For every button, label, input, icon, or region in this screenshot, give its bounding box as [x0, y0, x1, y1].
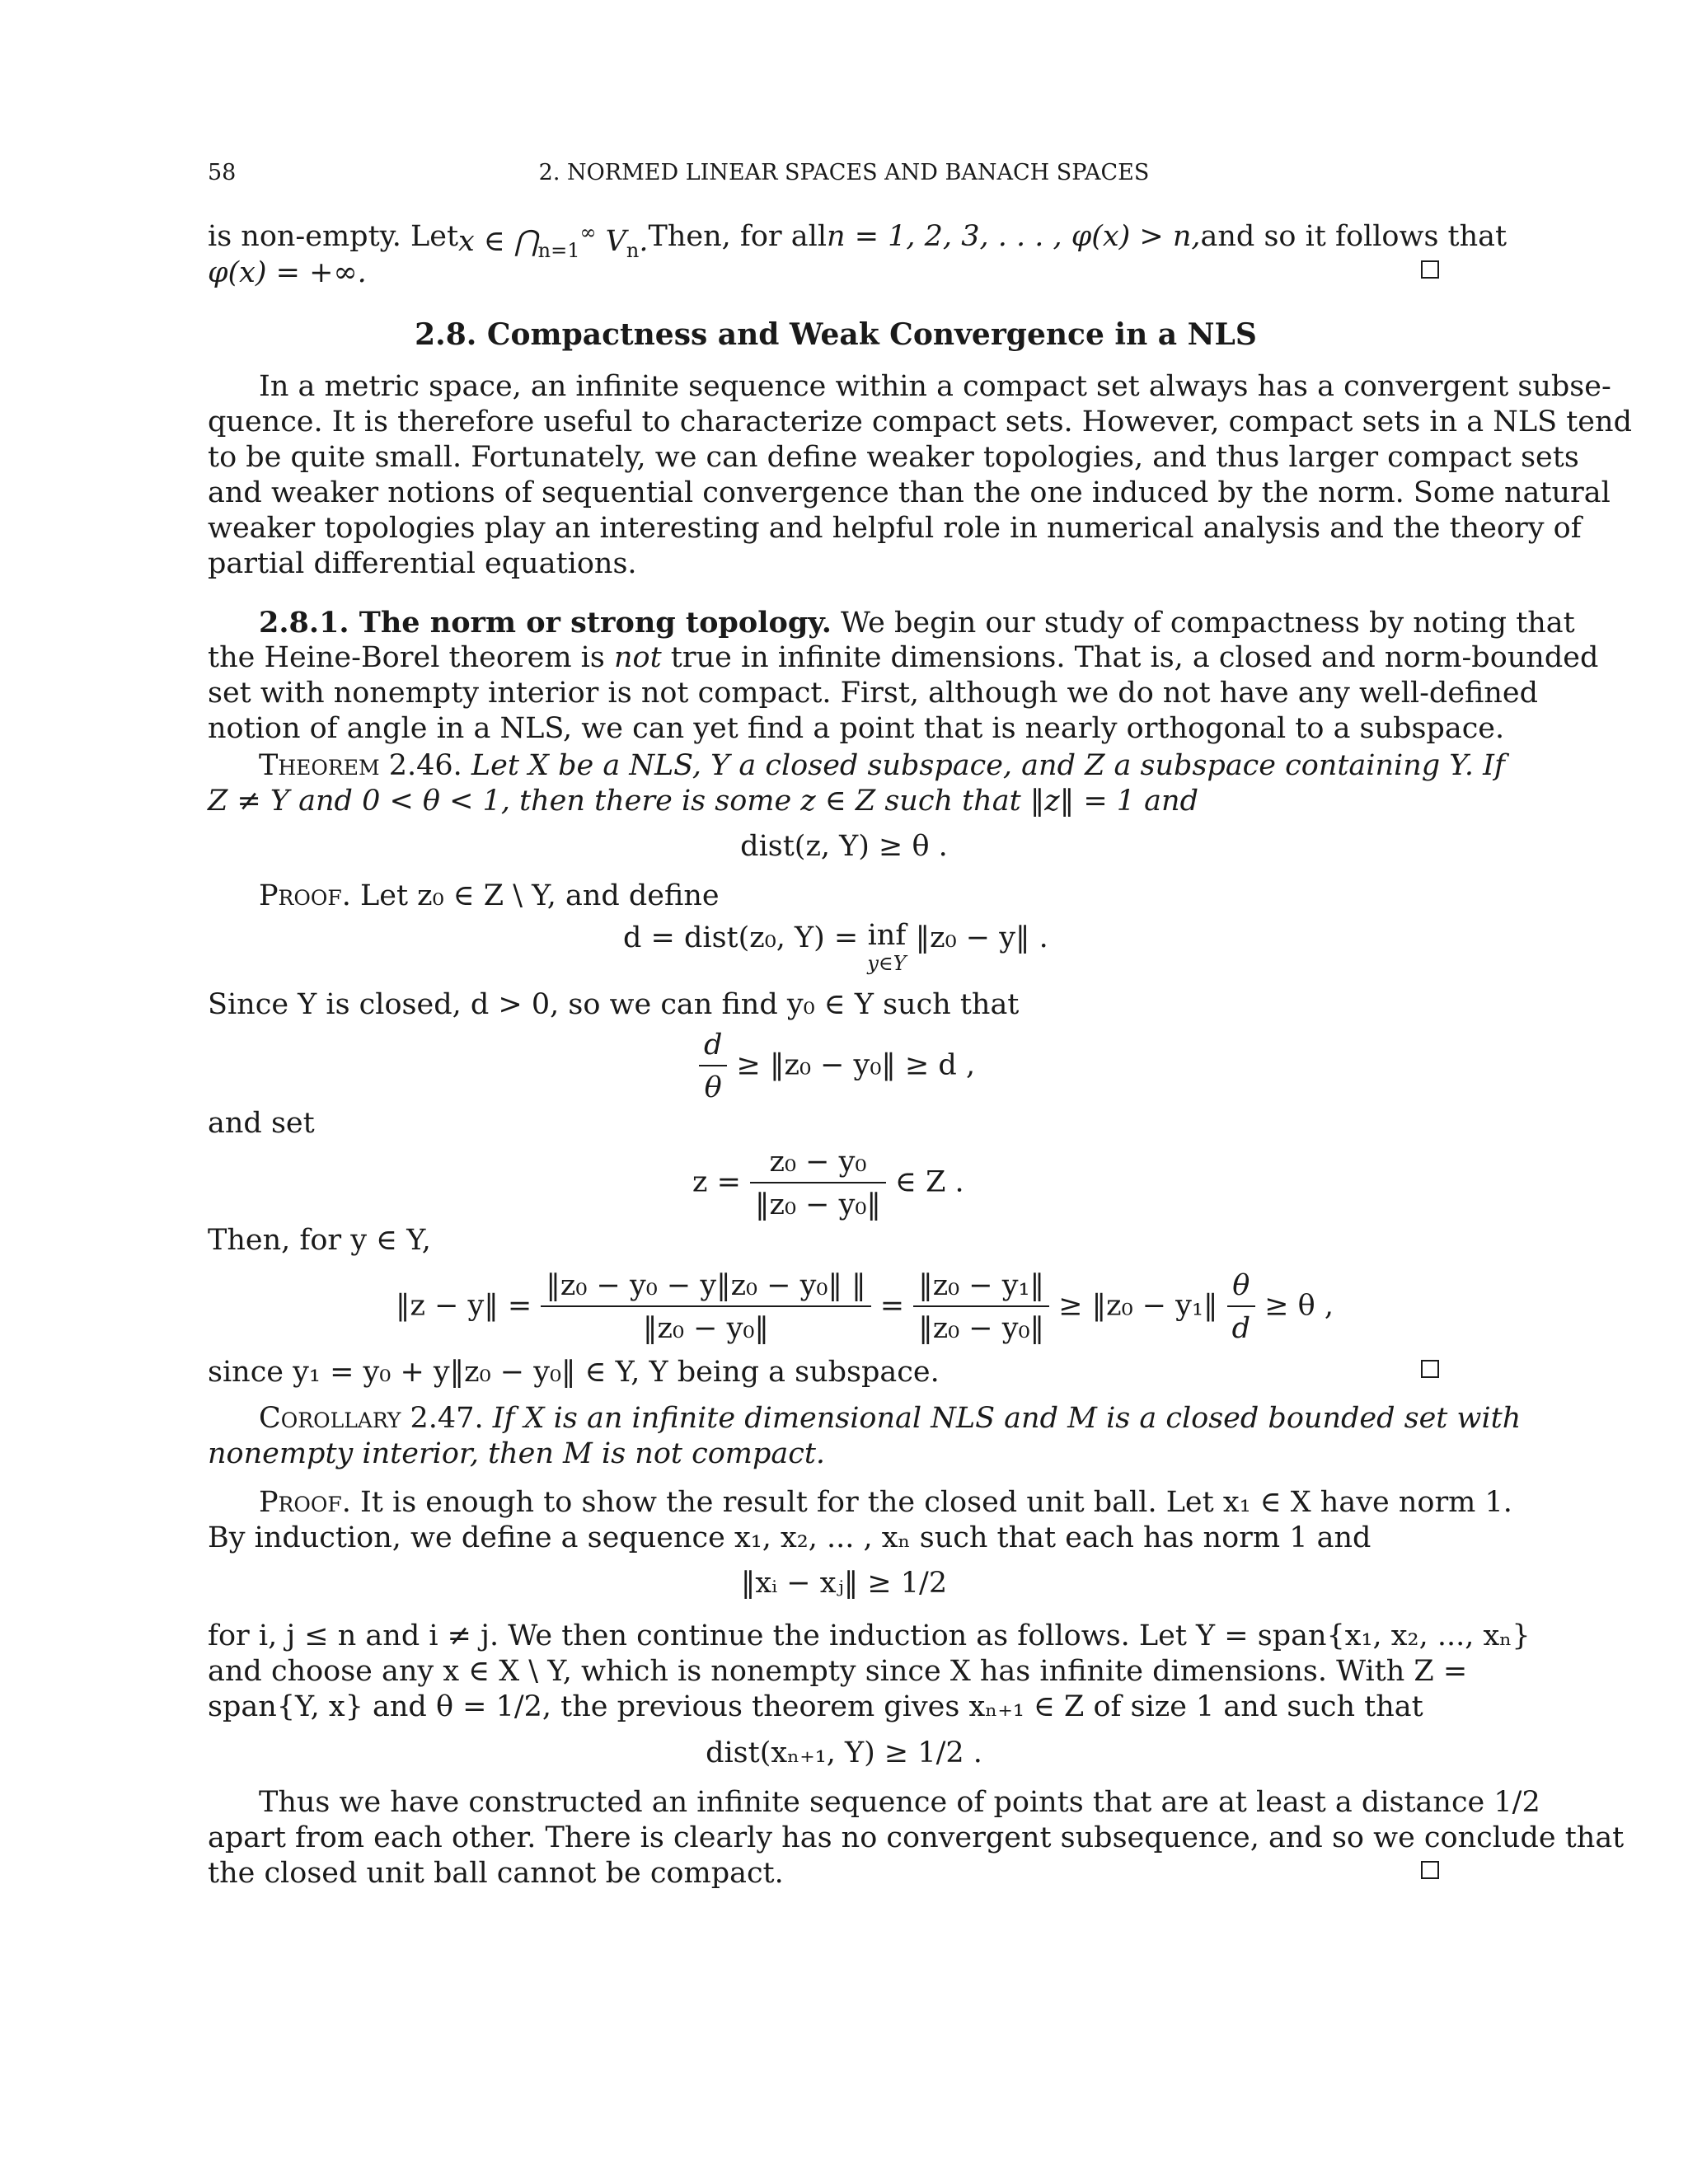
proof2-display-2: dist(xₙ₊₁, Y) ≥ 1/2 .: [706, 1736, 982, 1769]
proof2-line-4: and choose any x ∈ X \ Y, which is nonempty since X has infinite dimensions. With Z =: [208, 1655, 1468, 1688]
display-rhs: ‖z₀ − y‖ .: [915, 921, 1048, 954]
fraction-1: $\frac{\text{‖z₀ − y₀ − y‖z₀ − y₀‖ ‖}}{\text{‖z₀ − y₀‖}}$: [541, 1269, 870, 1345]
proof-text: It is enough to show the result for the closed unit ball. Let x₁ ∈ X have norm 1.: [359, 1486, 1512, 1519]
proof2-line-3: for i, j ≤ n and i ≠ j. We then continue the induction as follows. Let Y = span{x₁, x₂, ..., xₙ}: [208, 1619, 1531, 1652]
section-para-line-2: quence. It is therefore useful to characterize compact sets. However, compact sets in a NLS tend: [208, 405, 1632, 438]
emphasis-not: not: [613, 641, 662, 674]
section-para-line-5: weaker topologies play an interesting and helpful role in numerical analysis and the theory of: [208, 512, 1582, 545]
intro-math-n: n = 1, 2, 3, . . . , φ(x) > n,: [827, 220, 1201, 253]
intro-line-2: φ(x) = +∞.: [208, 256, 367, 289]
fraction-3: $\frac{\theta}{d}$: [1227, 1269, 1255, 1345]
proof1-display-4: [396, 1269, 1334, 1345]
subsection-text: true in infinite dimensions. That is, a closed and norm-bounded: [670, 641, 1599, 674]
proof1-line-4: Then, for y ∈ Y,: [208, 1224, 431, 1257]
section-para-line-1: [259, 370, 1611, 403]
infimum: inf y∈Y: [867, 919, 907, 975]
display-mid: ≥ ‖z₀ − y₁‖: [1058, 1289, 1218, 1323]
subsection-title: 2.8.1. The norm or strong topology.: [259, 606, 832, 640]
proof1-line-2: Since Y is closed, d > 0, so we can find y₀ ∈ Y such that: [208, 988, 1020, 1021]
display-end: ≥ θ ,: [1264, 1289, 1334, 1323]
display-lhs: d = dist(z₀, Y) =: [623, 921, 859, 954]
section-para-line-4: and weaker notions of sequential convergence than the one induced by the norm. Some natural: [208, 476, 1611, 509]
para-text: In a metric space, an infinite sequence within a compact set always has a convergent subse-: [259, 370, 1611, 403]
proof1-line-1: [259, 879, 1493, 912]
theorem-display: dist(z, Y) ≥ θ .: [740, 830, 948, 863]
qed-box-3: [1421, 1861, 1439, 1879]
proof2-line-2: By induction, we define a sequence x₁, x₂, ... , xₙ such that each has norm 1 and: [208, 1521, 1372, 1554]
equals: =: [879, 1289, 905, 1323]
proof-label: Proof.: [259, 879, 351, 912]
running-title: 2. NORMED LINEAR SPACES AND BANACH SPACES: [538, 160, 1150, 185]
section-title: 2.8. Compactness and Weak Convergence in a NLS: [415, 317, 1257, 352]
theorem-line-2: Z ≠ Y and 0 < θ < 1, then there is some z ∈ Z such that ‖z‖ = 1 and: [208, 785, 1198, 818]
proof1-display-3: [692, 1146, 964, 1221]
subsection-line-1: [259, 606, 1575, 640]
subsection-text: We begin our study of compactness by noting that: [841, 607, 1575, 640]
corollary-line-1: [259, 1402, 1522, 1435]
theorem-line-1: [259, 749, 1505, 782]
proof-text: Let z₀ ∈ Z \ Y, and define: [359, 879, 720, 912]
corollary-line-2: nonempty interior, then M is not compact.: [208, 1437, 826, 1470]
fraction-2: $\frac{\text{‖z₀ − y₁‖}}{\text{‖z₀ − y₀‖}}$: [913, 1269, 1049, 1345]
theorem-text: Let X be a NLS, Y a closed subspace, and Z a subspace containing Y. If: [471, 749, 1505, 782]
proof2-line-6: Thus we have constructed an infinite sequence of points that are at least a distance 1/2: [259, 1786, 1540, 1819]
proof2-line-5: span{Y, x} and θ = 1/2, the previous theorem gives xₙ₊₁ ∈ Z of size 1 and such that: [208, 1690, 1423, 1723]
corollary-label: Corollary 2.47.: [259, 1402, 484, 1435]
corollary-text: If X is an infinite dimensional NLS and M is a closed bounded set with: [492, 1402, 1522, 1435]
subsection-text: the Heine-Borel theorem is: [208, 641, 605, 674]
proof1-display-2: [699, 1029, 975, 1104]
proof1-line-5: since y₁ = y₀ + y‖z₀ − y₀‖ ∈ Y, Y being a subspace.: [208, 1356, 940, 1389]
theorem-label: Theorem 2.46.: [259, 749, 462, 782]
proof2-line-8: the closed unit ball cannot be compact.: [208, 1857, 784, 1890]
proof2-line-1: [259, 1486, 1512, 1519]
display-rhs: ∈ Z .: [895, 1165, 964, 1199]
subsection-line-3: set with nonempty interior is not compact. First, although we do not have any well-defined: [208, 677, 1539, 710]
qed-box-2: [1421, 1360, 1439, 1378]
intro-text-a: is non-empty. Let: [208, 220, 459, 253]
section-para-line-6: partial differential equations.: [208, 547, 637, 580]
intro-text-c: and so it follows that: [1200, 220, 1507, 253]
page-number: 58: [208, 160, 237, 185]
section-para-line-3: to be quite small. Fortunately, we can define weaker topologies, and thus larger compact sets: [208, 441, 1579, 474]
fraction-d-theta: $\frac{d}{\theta}$: [699, 1029, 727, 1104]
subsection-line-2: [208, 641, 1599, 674]
subsection-line-4: notion of angle in a NLS, we can yet find a point that is nearly orthogonal to a subspace.: [208, 712, 1505, 745]
intro-math-intersection: x ∈ $⋂_{n=1}^\infty$ $V_n$.: [458, 221, 649, 262]
intro-line-1: [208, 220, 1507, 262]
proof2-line-7: apart from each other. There is clearly has no convergent subsequence, and so we conclude that: [208, 1821, 1625, 1854]
proof-label: Proof.: [259, 1486, 351, 1519]
proof1-display-1: [623, 921, 1048, 973]
qed-box-1: [1421, 260, 1439, 279]
intro-text-b: Then, for all: [648, 220, 828, 253]
display-lhs: z =: [692, 1165, 741, 1199]
display-lhs: ‖z − y‖ =: [396, 1289, 532, 1323]
proof1-line-3: and set: [208, 1107, 315, 1140]
display-rhs: ≥ ‖z₀ − y₀‖ ≥ d ,: [736, 1048, 976, 1082]
proof2-display-1: ‖xᵢ − xⱼ‖ ≥ 1/2: [740, 1567, 948, 1600]
fraction-normalized: $\frac{\text{z₀ − y₀}}{\text{‖z₀ − y₀‖}}$: [750, 1146, 886, 1221]
